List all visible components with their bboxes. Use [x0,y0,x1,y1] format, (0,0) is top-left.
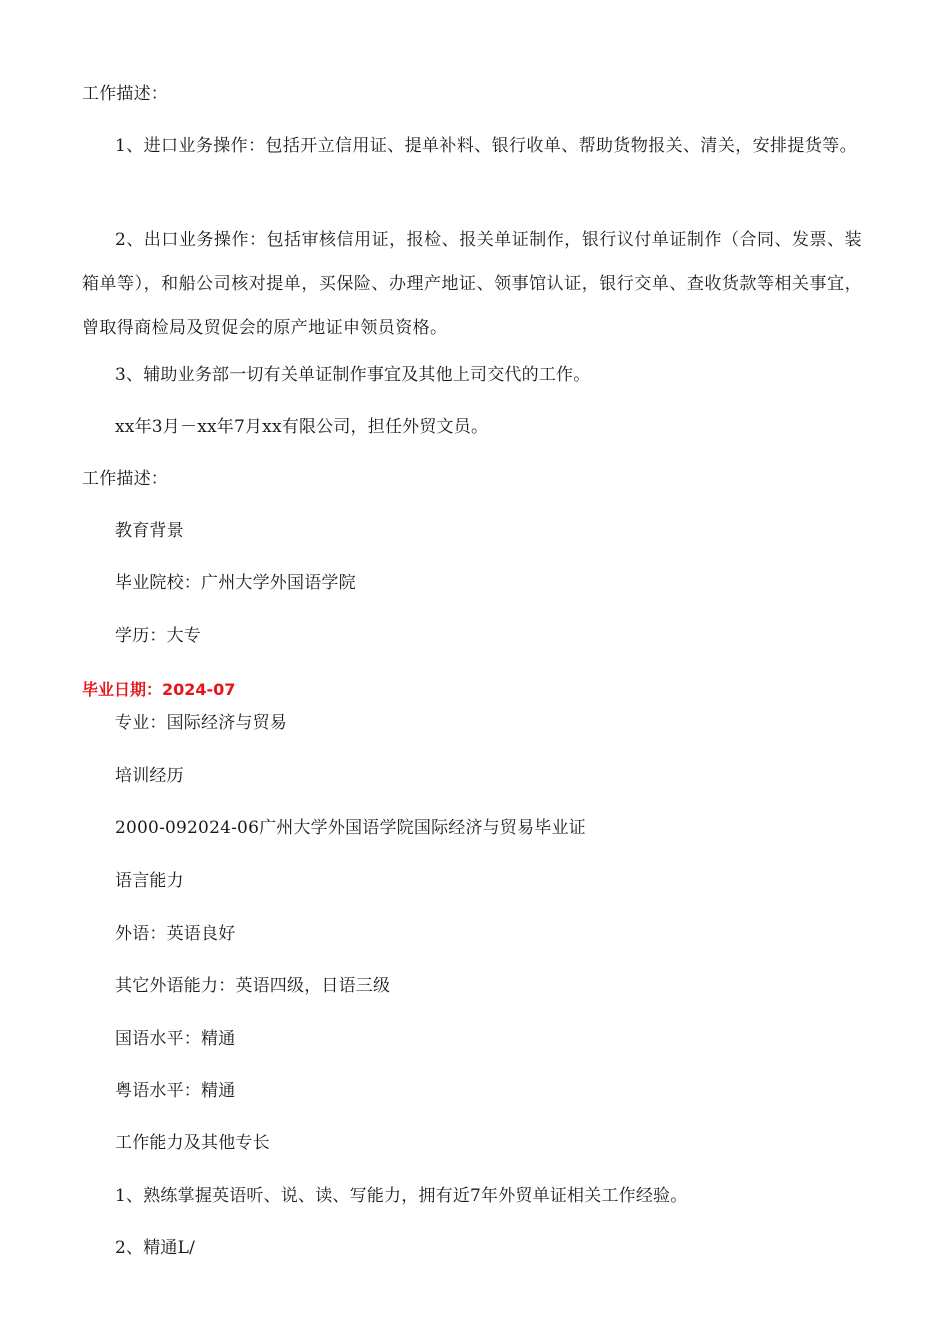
language-heading: 语言能力 [115,871,184,891]
training-heading: 培训经历 [115,766,184,786]
export-operations-paragraph: 2、出口业务操作：包括审核信用证，报检、报关单证制作，银行议付单证制作（合同、发票、装箱单等），和船公司核对提单，买保险、办理产地证、领事馆认证，银行交单、查收货款等相关事宜，曾取得商检局及贸促会的原产地证申领员资格。 [82,230,862,338]
other-languages-line: 其它外语能力：英语四级，日语三级 [115,976,391,996]
assist-operations-paragraph: 3、辅助业务部一切有关单证制作事宜及其他上司交代的工作。 [115,365,591,385]
degree-line: 学历：大专 [115,626,201,646]
skill-item-2: 2、精通L/ [115,1238,196,1258]
mandarin-line: 国语水平：精通 [115,1029,236,1049]
training-item: 2000-092024-06广州大学外国语学院国际经济与贸易毕业证 [115,818,586,838]
cantonese-line: 粤语水平：精通 [115,1081,236,1101]
import-operations-paragraph: 1、进口业务操作：包括开立信用证、提单补料、银行收单、帮助货物报关、清关，安排提货等。 [115,136,858,156]
foreign-language-line: 外语：英语良好 [115,924,236,944]
major-line: 专业：国际经济与贸易 [115,713,287,733]
skill-item-1: 1、熟练掌握英语听、说、读、写能力，拥有近7年外贸单证相关工作经验。 [115,1186,688,1206]
work-description-heading: 工作描述： [82,84,168,104]
education-heading: 教育背景 [115,521,184,541]
skills-heading: 工作能力及其他专长 [115,1133,270,1153]
work-description-heading-2: 工作描述： [82,469,168,489]
job-period-line: xx年3月－xx年7月xx有限公司，担任外贸文员。 [115,417,489,437]
graduation-date-line: 毕业日期：2024-07 [82,680,236,699]
school-line: 毕业院校：广州大学外国语学院 [115,573,356,593]
